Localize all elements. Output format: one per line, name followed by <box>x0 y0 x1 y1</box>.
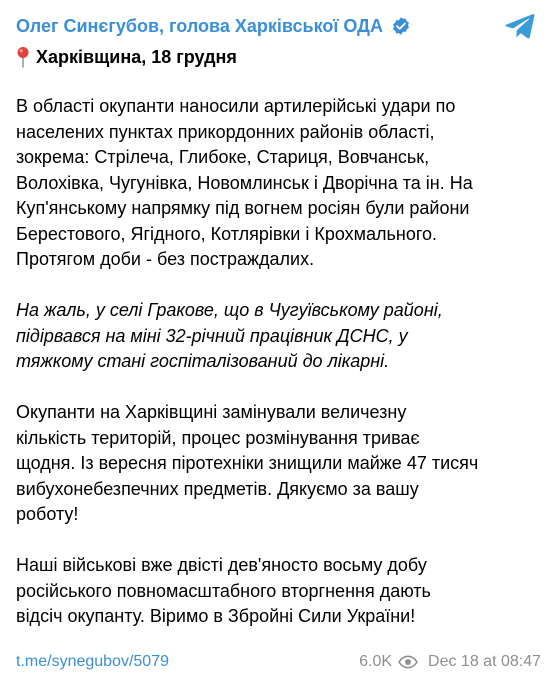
channel-name[interactable]: Олег Синєгубов, голова Харківської ОДА <box>16 15 384 36</box>
paragraph-1 <box>16 94 546 273</box>
text-line: Окупанти на Харківщині замінували величезну <box>16 402 407 422</box>
text-line: вибухонебезпечних предметів. Дякуємо за вашу <box>16 478 419 499</box>
paragraph-4 <box>16 553 546 630</box>
text-line: тяжкому стані госпіталізований до лікарні. <box>16 351 390 371</box>
ukraine-flag-icon <box>421 607 443 623</box>
verified-badge-icon <box>391 16 411 36</box>
text-line: Берестового, Ягідного, Котлярівки і Крохмального. <box>16 223 438 244</box>
post-header <box>16 12 541 40</box>
text-line: Куп'янському напрямку під вогнем росіян були райони <box>16 198 470 218</box>
text-line: На жаль, у селі Гракове, що в Чугуївському районі, <box>16 300 443 320</box>
text-line: населених пунктах прикордонних районів області, <box>16 121 435 142</box>
paragraph-3 <box>16 400 546 528</box>
text-line: Наші військові вже двісті дев'яносто восьму добу <box>16 555 427 575</box>
text-line: В області окупанти наносили артилерійські удари по <box>16 96 456 116</box>
post-link[interactable]: t.me/synegubov/5079 <box>16 653 169 670</box>
text-line: Волохівка, Чугунівка, Новомлинськ і Дворічна та ін. На <box>16 172 473 193</box>
location-text: Харківщина, 18 грудня <box>36 46 237 67</box>
text-line: щодня. Із вересня піротехніки знищили майже 47 тисяч <box>16 453 479 473</box>
text-line: відсіч окупанту. Віримо в Збройні Сили України! <box>16 606 416 626</box>
paragraph-2-italic <box>16 298 546 375</box>
text-line: кількість територій, процес розмінування триває <box>16 427 420 448</box>
eye-icon <box>398 655 418 669</box>
post-body <box>16 94 546 648</box>
telegram-logo-icon[interactable] <box>503 12 535 40</box>
view-count: 6.0K <box>359 653 393 670</box>
text-line: зокрема: Стрілеча, Глибоке, Стариця, Вовчанськ, <box>16 147 430 167</box>
text-line: роботу! <box>16 504 79 524</box>
round-pushpin-icon <box>16 46 30 68</box>
post-footer <box>16 650 541 674</box>
post-meta <box>359 653 541 671</box>
post-timestamp: Dec 18 at 08:47 <box>428 653 541 670</box>
text-line: Протягом доби - без постраждалих. <box>16 249 315 269</box>
location-line <box>16 44 541 70</box>
text-line: російського повномасштабного вторгнення дають <box>16 580 431 601</box>
text-line: підірвався на міні 32-річний працівник ДСНС, у <box>16 325 408 346</box>
